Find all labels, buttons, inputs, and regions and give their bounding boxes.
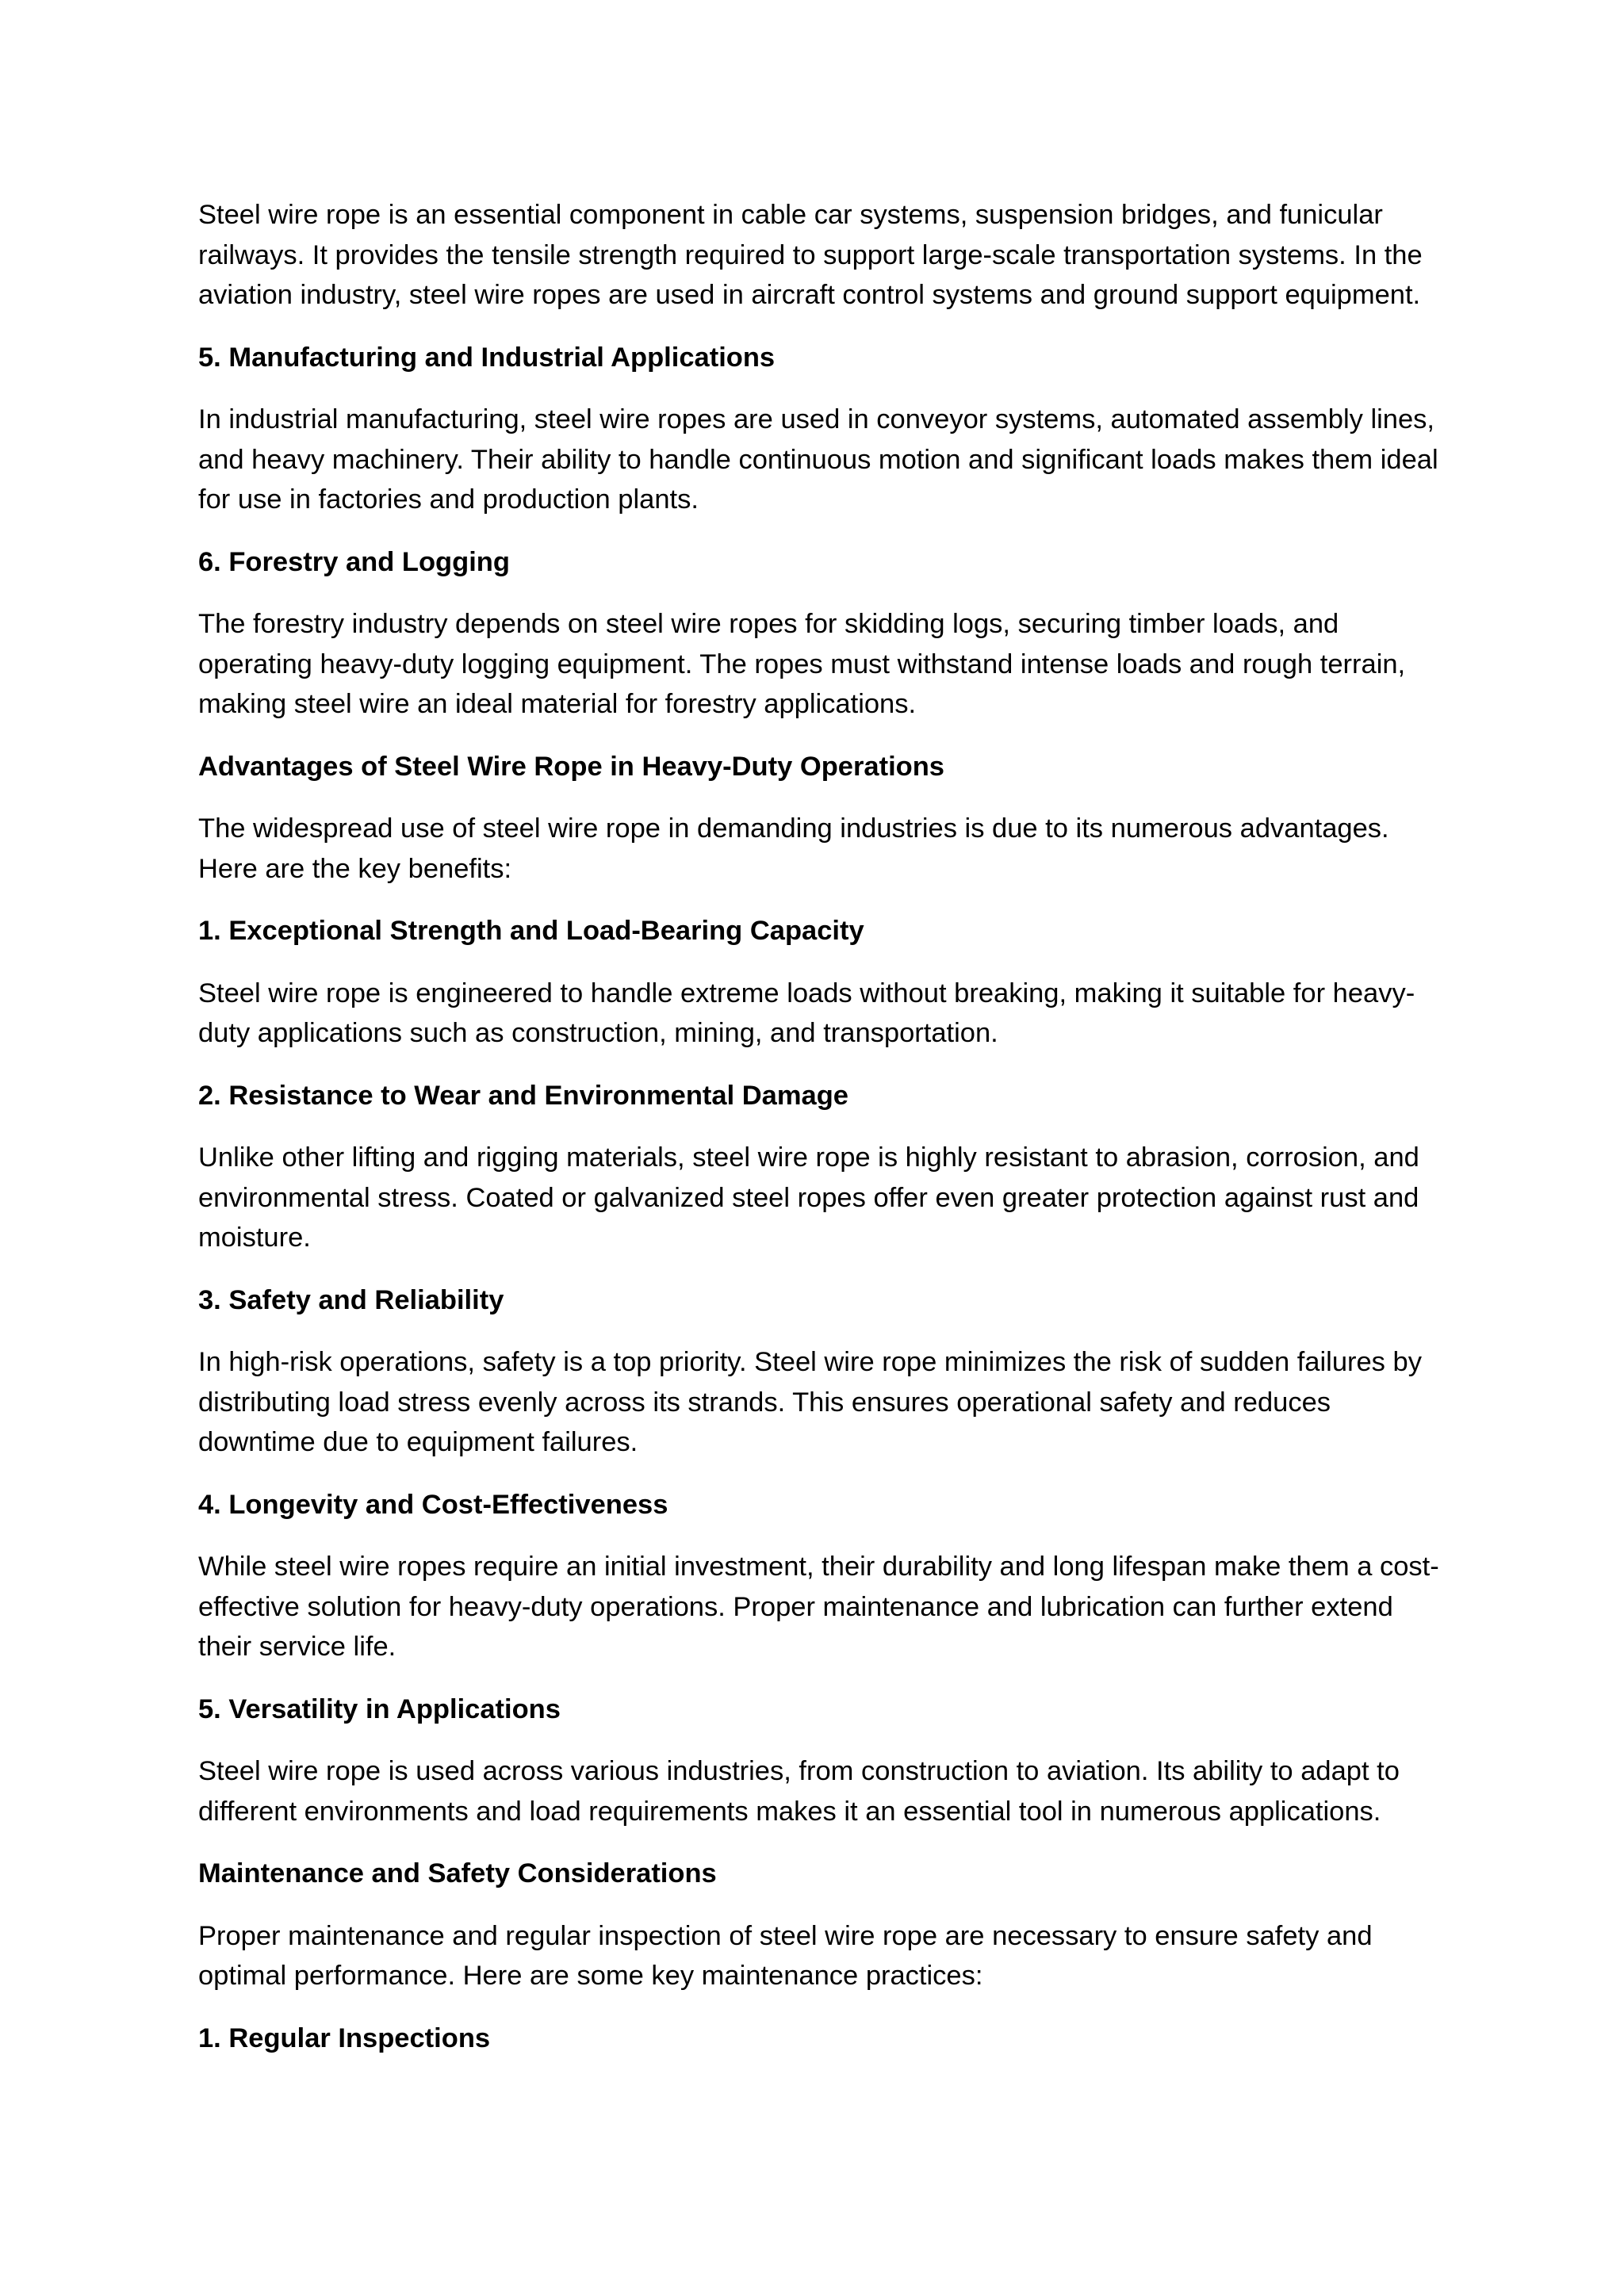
heading-regular-inspections: 1. Regular Inspections [198, 2022, 491, 2053]
paragraph-versatility: Steel wire rope is used across various industries, from construction to aviation. Its ability to adapt to different environments and load requirements makes it an essential tool in numerous applications. [198, 1756, 1400, 1827]
heading-manufacturing-industrial: 5. Manufacturing and Industrial Applications [198, 342, 776, 373]
paragraph-strength: Steel wire rope is engineered to handle extreme loads without breaking, making it suitable for heavy-duty applications such as construction, mining, and transportation. [198, 978, 1415, 1048]
paragraph-longevity: While steel wire ropes require an initial investment, their durability and long lifespan make them a cost-effective solution for heavy-duty operations. Proper maintenance and lubrication can further extend their service life. [198, 1552, 1439, 1662]
heading-safety-reliability: 3. Safety and Reliability [198, 1284, 504, 1315]
paragraph-maintenance-intro: Proper maintenance and regular inspection of steel wire rope are necessary to ensure safety and optimal performance. Here are some key maintenance practices: [198, 1920, 1373, 1991]
heading-advantages: Advantages of Steel Wire Rope in Heavy-Duty Operations [198, 751, 944, 782]
paragraph-safety-reliability: In high-risk operations, safety is a top priority. Steel wire rope minimizes the risk of sudden failures by distributing load stress evenly across its strands. This ensures operational safety and reduces downtime due to equipment failures. [198, 1347, 1422, 1457]
paragraph-cable-car-aviation: Steel wire rope is an essential component in cable car systems, suspension bridges, and funicular railways. It provides the tensile strength required to support large-scale transportation systems. In the aviation industry, steel wire ropes are used in aircraft control systems and ground support equipment. [198, 200, 1423, 310]
heading-longevity: 4. Longevity and Cost-Effectiveness [198, 1489, 668, 1520]
heading-strength: 1. Exceptional Strength and Load-Bearing Capacity [198, 916, 864, 946]
paragraph-manufacturing: In industrial manufacturing, steel wire ropes are used in conveyor systems, automated assembly lines, and heavy machinery. Their ability to handle continuous motion and significant loads makes them ideal for use in factories and production plants. [198, 404, 1438, 515]
paragraph-forestry: The forestry industry depends on steel wire ropes for skidding logs, securing timber loads, and operating heavy-duty logging equipment. The ropes must withstand intense loads and rough terrain, making steel wire an ideal material for forestry applications. [198, 609, 1406, 719]
heading-versatility: 5. Versatility in Applications [198, 1693, 561, 1724]
heading-resistance: 2. Resistance to Wear and Environmental Damage [198, 1080, 848, 1111]
heading-forestry-logging: 6. Forestry and Logging [198, 546, 510, 577]
document-page [198, 195, 1443, 2080]
heading-maintenance-safety: Maintenance and Safety Considerations [198, 1858, 717, 1888]
paragraph-advantages-intro: The widespread use of steel wire rope in demanding industries is due to its numerous advantages. Here are the key benefits: [198, 813, 1389, 884]
paragraph-resistance: Unlike other lifting and rigging materials, steel wire rope is highly resistant to abrasion, corrosion, and environmental stress. Coated or galvanized steel ropes offer even greater protection against rust and moisture. [198, 1142, 1419, 1253]
